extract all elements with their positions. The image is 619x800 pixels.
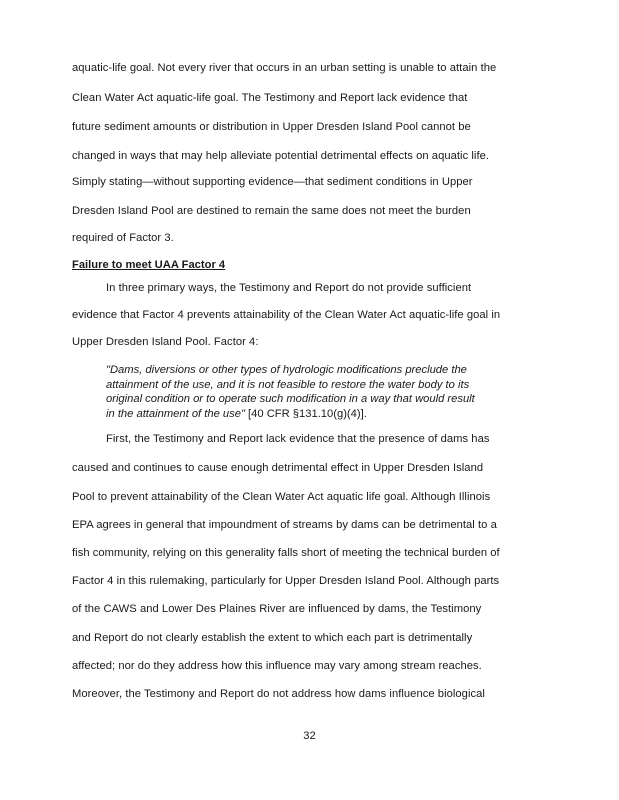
body-text-line: Clean Water Act aquatic-life goal. The Testimony and Report lack evidence that xyxy=(72,92,468,104)
body-text-line: future sediment amounts or distribution in Upper Dresden Island Pool cannot be xyxy=(72,121,471,133)
quote-citation: [40 CFR §131.10(g)(4)]. xyxy=(244,407,367,420)
body-text-line: In three primary ways, the Testimony and Report do not provide sufficient xyxy=(106,282,472,294)
body-text-line: evidence that Factor 4 prevents attainability of the Clean Water Act aquatic-life goal in xyxy=(72,309,501,321)
body-text-line: Upper Dresden Island Pool. Factor 4: xyxy=(72,336,259,348)
body-text-line: changed in ways that may help alleviate potential detrimental effects on aquatic life. xyxy=(72,150,490,162)
body-text-line: Dresden Island Pool are destined to remain the same does not meet the burden xyxy=(72,205,471,217)
page-number: 32 xyxy=(303,730,316,742)
quote-line: original condition or to operate such modification in a way that would result xyxy=(106,393,475,405)
body-text-line: of the CAWS and Lower Des Plaines River are influenced by dams, the Testimony xyxy=(72,603,482,615)
body-text-line: caused and continues to cause enough detrimental effect in Upper Dresden Island xyxy=(72,462,484,474)
body-text-line: affected; nor do they address how this influence may vary among stream reaches. xyxy=(72,660,482,672)
quote-line: "Dams, diversions or other types of hydrologic modifications preclude the xyxy=(106,364,467,376)
quote-line xyxy=(106,407,475,422)
section-heading: Failure to meet UAA Factor 4 xyxy=(72,259,226,271)
body-text-line: Moreover, the Testimony and Report do not address how dams influence biological xyxy=(72,688,485,700)
body-text-line: Simply stating—without supporting evidence—that sediment conditions in Upper xyxy=(72,176,473,188)
body-text-line: aquatic-life goal. Not every river that occurs in an urban setting is unable to attain the xyxy=(72,62,497,74)
body-text-line: First, the Testimony and Report lack evidence that the presence of dams has xyxy=(106,433,490,445)
body-text-line: and Report do not clearly establish the extent to which each part is detrimentally xyxy=(72,632,473,644)
body-text-line: fish community, relying on this generality falls short of meeting the technical burden of xyxy=(72,547,500,559)
quote-line-text: in the attainment of the use" xyxy=(106,407,245,420)
body-text-line: EPA agrees in general that impoundment of streams by dams can be detrimental to a xyxy=(72,519,497,531)
body-text-line: Pool to prevent attainability of the Clean Water Act aquatic life goal. Although Illinois xyxy=(72,491,491,503)
regulation-quote xyxy=(106,363,475,421)
body-text-line: Factor 4 in this rulemaking, particularly for Upper Dresden Island Pool. Although parts xyxy=(72,575,500,587)
body-text-line: required of Factor 3. xyxy=(72,232,174,244)
quote-line: attainment of the use, and it is not feasible to restore the water body to its xyxy=(106,378,470,391)
